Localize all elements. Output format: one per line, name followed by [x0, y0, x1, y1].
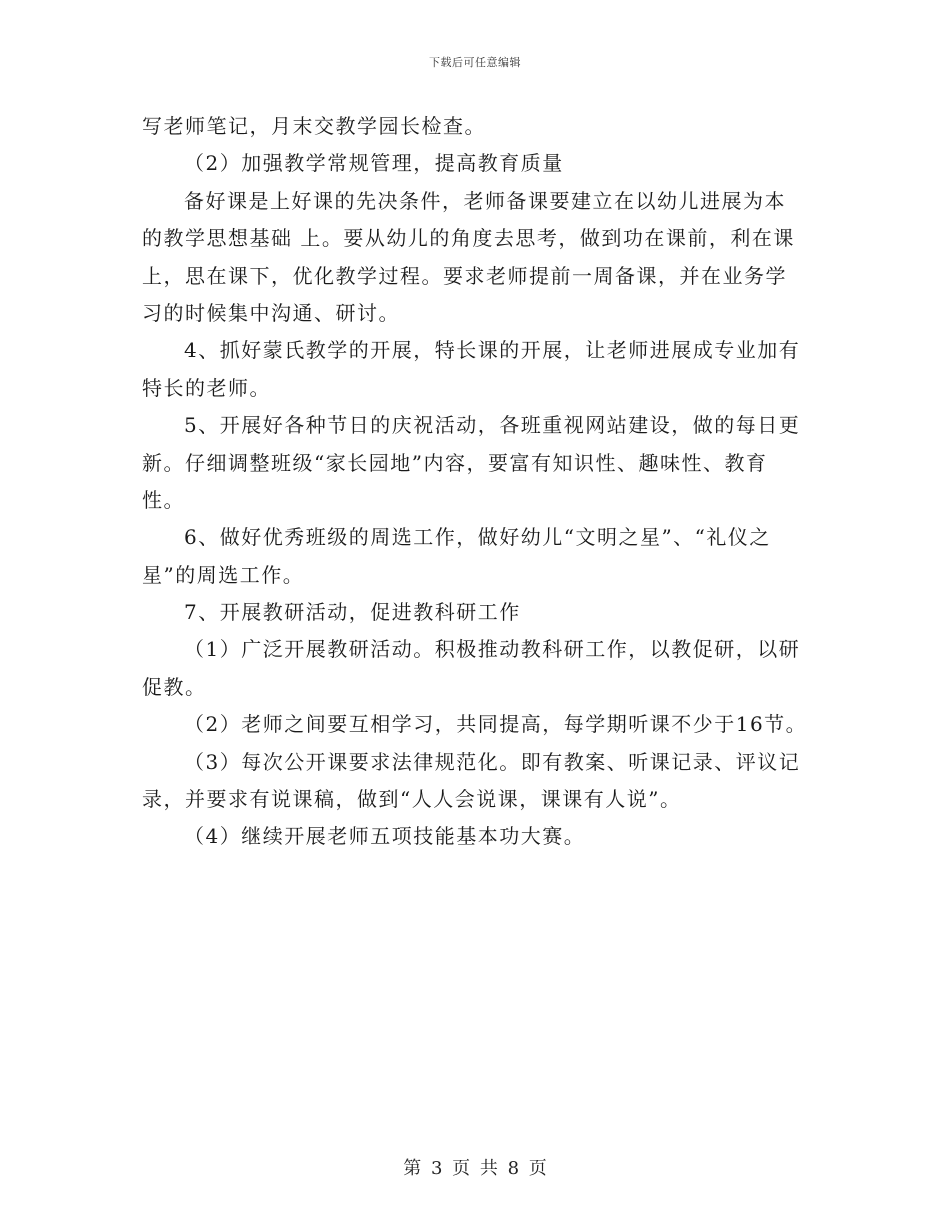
- paragraph-line: 写老师笔记，月末交教学园长检查。: [142, 114, 486, 138]
- page-number-footer: 第 3 页 共 8 页: [403, 1158, 547, 1179]
- paragraph-line: 备好课是上好课的先决条件，老师备课要建立在以幼儿进展为本: [184, 188, 786, 213]
- sub-list-item: （3）每次公开课要求法律规范化。即有教案、听课记录、评议记: [184, 749, 801, 774]
- list-item: 4、抓好蒙氏教学的开展，特长课的开展，让老师进展成专业加有: [184, 338, 801, 363]
- paragraph-line: 上，思在课下，优化教学过程。要求老师提前一周备课，并在业务学: [142, 263, 787, 288]
- section-heading: （2）加强教学常规管理，提高教育质量: [184, 151, 564, 176]
- paragraph-line: 习的时候集中沟通、研讨。: [142, 300, 400, 325]
- list-item: 7、开展教研活动，促进教科研工作: [184, 600, 521, 625]
- paragraph-line: 的教学思想基础 上。要从幼儿的角度去思考，做到功在课前，利在课: [142, 226, 795, 251]
- document-body: [142, 108, 810, 856]
- paragraph-line: 录，并要求有说课稿，做到“人人会说课，课课有人说”。: [142, 787, 682, 812]
- paragraph-line: 特长的老师。: [142, 375, 271, 400]
- sub-list-item: （4）继续开展老师五项技能基本功大赛。: [184, 824, 586, 849]
- list-item: 6、做好优秀班级的周选工作，做好幼儿“文明之星”、“礼仪之: [184, 525, 771, 550]
- sub-list-item: （1）广泛开展教研活动。积极推动教科研工作，以教促研，以研: [184, 637, 801, 662]
- paragraph-line: 新。仔细调整班级“家长园地”内容，要富有知识性、趣味性、教育: [142, 450, 768, 475]
- page-header: 下载后可任意编辑: [429, 56, 521, 69]
- paragraph-line: 星”的周选工作。: [142, 562, 305, 587]
- paragraph-line: 性。: [142, 487, 185, 512]
- paragraph-line: 促教。: [142, 674, 207, 699]
- sub-list-item: （2）老师之间要互相学习，共同提高，每学期听课不少于16节。: [184, 712, 808, 737]
- list-item: 5、开展好各种节日的庆祝活动，各班重视网站建设，做的每日更: [184, 413, 801, 438]
